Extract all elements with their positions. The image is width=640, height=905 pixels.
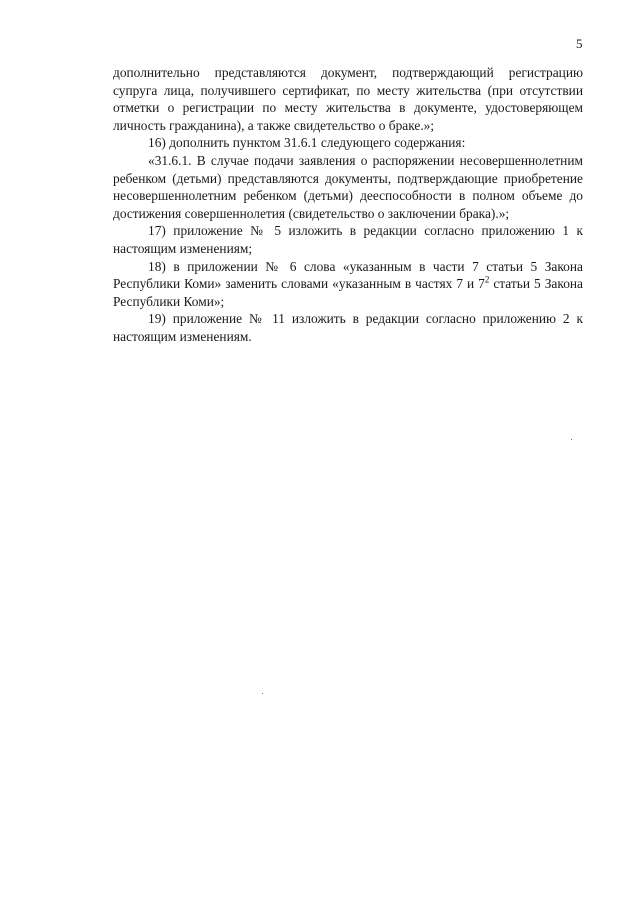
scan-speck bbox=[571, 439, 572, 440]
item-18-text-start: 18) в приложении № 6 слова «указанным в части 7 статьи 5 Закона Республики Коми» заменить словами «указанным в частях 7 и 7 bbox=[113, 258, 583, 292]
paragraph-item-16: 16) дополнить пунктом 31.6.1 следующего содержания: bbox=[148, 135, 466, 151]
paragraph-quote-31-6-1: «31.6.1. В случае подачи заявления о распоряжении несовершеннолетним ребенком (детьми) представляются документы, подтверждающие приобретение несовершеннолетним ребенком (детьми) дееспособности в полном объеме до достижения совершеннолетия (свидетельство о заключении брака).»; bbox=[113, 152, 583, 221]
document-body bbox=[113, 64, 583, 346]
scan-speck bbox=[262, 693, 263, 694]
paragraph-continuation: дополнительно представляются документ, подтверждающий регистрацию супруга лица, получившего сертификат, по месту жительства (при отсутствии отметки о регистрации по месту жительства в документе, удостоверяющем личность гражданина), а также свидетельство о браке.»; bbox=[113, 65, 583, 133]
paragraph-item-19: 19) приложение № 11 изложить в редакции согласно приложению 2 к настоящим изменениям. bbox=[113, 311, 583, 344]
superscript-two: 2 bbox=[484, 274, 490, 285]
page-number: 5 bbox=[576, 36, 583, 51]
paragraph-item-17: 17) приложение № 5 изложить в редакции согласно приложению 1 к настоящим изменениям; bbox=[113, 223, 583, 256]
item-18-text-end: статьи 5 Закона Республики Коми»; bbox=[113, 276, 583, 309]
paragraph-item-18 bbox=[113, 258, 583, 311]
